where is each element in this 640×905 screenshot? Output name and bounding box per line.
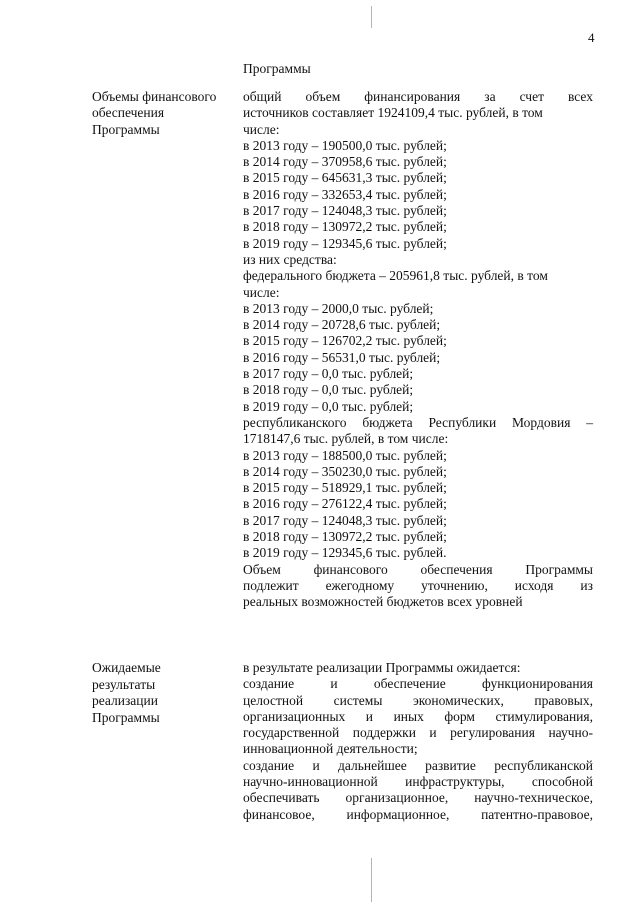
financing-intro-line: числе:	[243, 121, 280, 137]
financing-note-line: подлежит ежегодному уточнению, исходя из	[243, 577, 593, 593]
republic-year-line: в 2019 году – 129345,6 тыс. рублей.	[243, 545, 447, 561]
results-line: финансовое, информационное, патентно-правовое,	[243, 806, 593, 822]
federal-year-line: в 2019 году – 0,0 тыс. рублей;	[243, 398, 414, 414]
financing-intro-line: источников составляет 1924109,4 тыс. рублей, в том	[243, 105, 543, 121]
republic-year-line: в 2017 году – 124048,3 тыс. рублей;	[243, 512, 447, 528]
federal-year-line: в 2014 году – 20728,6 тыс. рублей;	[243, 317, 441, 333]
republic-year-line: в 2018 году – 130972,2 тыс. рублей;	[243, 529, 447, 545]
financing-label	[92, 89, 237, 138]
total-year-line: в 2018 году – 130972,2 тыс. рублей;	[243, 219, 447, 235]
results-line: организационных и иных форм стимулирования,	[243, 708, 593, 724]
financing-intro-line: общий объем финансирования за счет всех	[243, 89, 593, 104]
results-label-line: Программы	[92, 709, 160, 725]
results-line: создание и обеспечение функционирования	[243, 676, 593, 692]
scan-fold-mark-bottom	[371, 858, 372, 902]
header-programs: Программы	[243, 61, 311, 76]
federal-year-line: в 2017 году – 0,0 тыс. рублей;	[243, 366, 414, 382]
republic-intro-line: республиканского бюджета Республики Мордовия –	[243, 414, 593, 430]
financing-label-line: Объемы финансового	[92, 89, 217, 104]
federal-intro-line: числе:	[243, 284, 280, 300]
financing-body	[243, 89, 593, 611]
financing-label-line: Программы	[92, 121, 160, 137]
results-line: целостной системы экономических, правовых,	[243, 692, 593, 708]
results-label-line: результаты	[92, 676, 156, 692]
total-year-line: в 2015 году – 645631,3 тыс. рублей;	[243, 170, 447, 186]
republic-year-line: в 2015 году – 518929,1 тыс. рублей;	[243, 480, 447, 496]
results-label-line: реализации	[92, 693, 158, 708]
financing-note-line: реальных возможностей бюджетов всех уровней	[243, 594, 523, 610]
page-number: 4	[588, 30, 595, 45]
of-which-line: из них средства:	[243, 251, 337, 267]
results-line: создание и дальнейшее развитие республиканской	[243, 757, 593, 773]
scan-fold-mark-top	[371, 6, 372, 28]
financing-label-line: обеспечения	[92, 105, 165, 121]
republic-intro-line: 1718147,6 тыс. рублей, в том числе:	[243, 431, 449, 447]
total-year-line: в 2019 году – 129345,6 тыс. рублей;	[243, 235, 447, 251]
federal-year-line: в 2013 году – 2000,0 тыс. рублей;	[243, 300, 434, 316]
results-label	[92, 660, 237, 726]
republic-year-line: в 2014 году – 350230,0 тыс. рублей;	[243, 463, 447, 479]
federal-intro-line: федерального бюджета – 205961,8 тыс. рублей, в том	[243, 268, 548, 284]
total-year-line: в 2013 году – 190500,0 тыс. рублей;	[243, 137, 447, 153]
results-line: инновационной деятельности;	[243, 741, 418, 757]
republic-year-line: в 2016 году – 276122,4 тыс. рублей;	[243, 496, 447, 512]
results-line: научно-инновационной инфраструктуры, способной	[243, 774, 593, 790]
results-body	[243, 660, 593, 823]
total-year-line: в 2014 году – 370958,6 тыс. рублей;	[243, 154, 447, 170]
republic-year-line: в 2013 году – 188500,0 тыс. рублей;	[243, 447, 447, 463]
results-line: обеспечивать организационное, научно-техническое,	[243, 790, 593, 806]
results-label-line: Ожидаемые	[92, 660, 161, 675]
federal-year-line: в 2016 году – 56531,0 тыс. рублей;	[243, 349, 441, 365]
federal-year-line: в 2015 году – 126702,2 тыс. рублей;	[243, 333, 447, 349]
federal-year-line: в 2018 году – 0,0 тыс. рублей;	[243, 382, 414, 398]
results-line: государственной поддержки и регулирования научно-	[243, 725, 593, 741]
total-year-line: в 2016 году – 332653,4 тыс. рублей;	[243, 186, 447, 202]
results-line: в результате реализации Программы ожидается:	[243, 660, 521, 675]
financing-note-line: Объем финансового обеспечения Программы	[243, 561, 593, 577]
total-year-line: в 2017 году – 124048,3 тыс. рублей;	[243, 203, 447, 219]
